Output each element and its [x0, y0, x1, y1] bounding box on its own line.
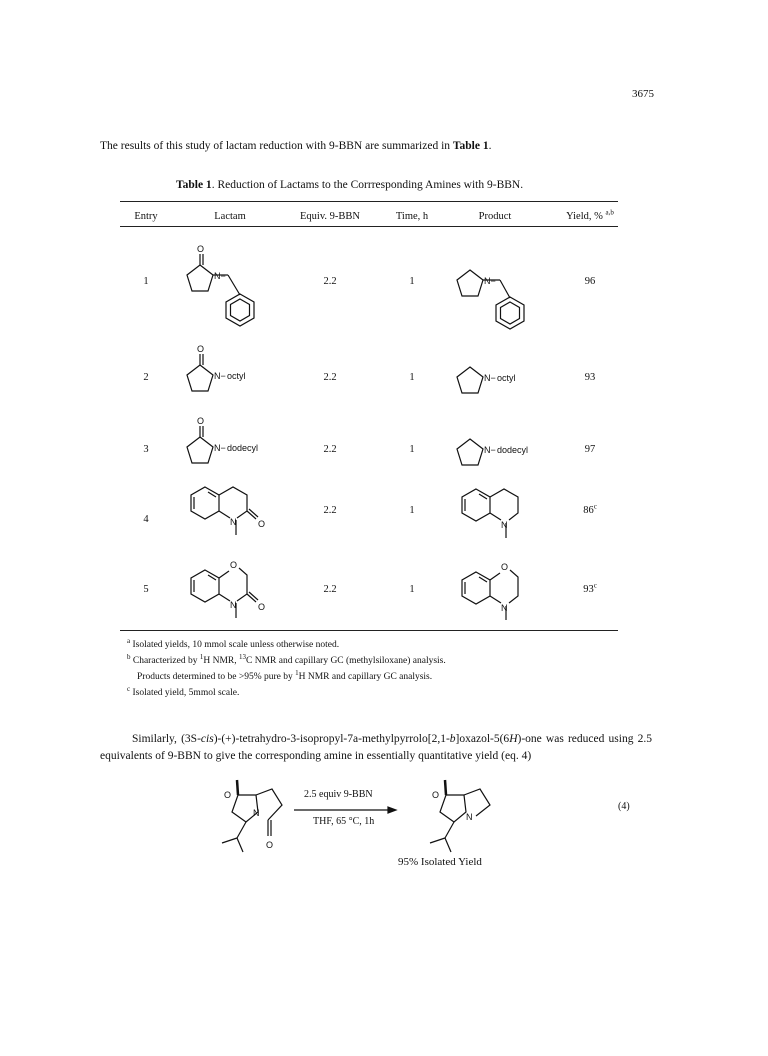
structure-4-lactam	[191, 487, 258, 535]
row2-entry: 2	[143, 372, 149, 383]
row1-yield: 96	[584, 276, 596, 287]
structure-3-lactam	[187, 426, 213, 463]
intro-sentence: The results of this study of lactam reduction with 9-BBN are summarized in Table 1.	[100, 140, 492, 152]
row3-yield: 97	[584, 444, 596, 455]
n-label: N−	[484, 276, 496, 286]
o-label: O	[501, 562, 509, 572]
row2-yield: 93	[584, 372, 596, 383]
eq-yield-result: 95% Isolated Yield	[398, 856, 482, 868]
octyl-label: octyl	[497, 373, 516, 383]
body-paragraph: Similarly, (3S-cis)-(+)-tetrahydro-3-isopropyl-7a-methylpyrrolo[2,1-b]oxazol-5(6H)-one was reduced using 2.5 equivalents of 9-BBN to give the corresponding amine in essentially quantitative yield (eq. 4)	[100, 733, 652, 762]
structure-4-product	[462, 489, 518, 538]
structure-5-product	[462, 570, 518, 620]
row4-time: 1	[409, 505, 415, 516]
row3-entry: 3	[143, 444, 149, 455]
row2-time: 1	[409, 372, 415, 383]
row4-equiv: 2.2	[323, 505, 337, 516]
row2-equiv: 2.2	[323, 372, 337, 383]
o-label: O	[197, 344, 205, 354]
o-label: O	[197, 244, 205, 254]
row5-entry: 5	[143, 584, 149, 595]
row3-time: 1	[409, 444, 415, 455]
dodecyl-label: dodecyl	[497, 445, 529, 455]
row5-equiv: 2.2	[323, 584, 337, 595]
header-equiv: Equiv. 9-BBN	[300, 211, 360, 222]
header-yield: Yield, % $^{a,b}$	[566, 208, 614, 222]
row4-entry: 4	[143, 514, 149, 525]
row1-equiv: 2.2	[323, 276, 337, 287]
o-label: O	[197, 416, 205, 426]
o-label: O	[432, 790, 440, 800]
n-label: N−	[214, 271, 226, 281]
n-label: N−	[484, 445, 496, 455]
row4-yield: 86$^c$	[583, 502, 597, 516]
footnote-c: $^c$ Isolated yield, 5mmol scale.	[127, 684, 240, 698]
eq-number: (4)	[618, 801, 630, 812]
row1-time: 1	[409, 276, 415, 287]
header-entry: Entry	[134, 211, 158, 222]
row1-entry: 1	[143, 276, 149, 287]
o-label: O	[258, 519, 266, 529]
structure-2-product	[457, 367, 483, 393]
n-label: N−	[214, 443, 226, 453]
n-label: N	[253, 808, 260, 818]
structure-5-lactam	[191, 568, 258, 618]
structure-2-lactam	[187, 354, 213, 391]
n-label: N	[230, 600, 237, 610]
header-product: Product	[478, 211, 512, 222]
n-label: N	[466, 812, 473, 822]
dodecyl-label: dodecyl	[227, 443, 259, 453]
o-label: O	[230, 560, 238, 570]
o-label: O	[258, 602, 266, 612]
o-label: O	[224, 790, 232, 800]
n-label: N	[501, 603, 508, 613]
footnote-b: $^b$ Characterized by $^1$H NMR, $^{13}$C NMR and capillary GC (methylsiloxane) analysis.	[127, 652, 446, 666]
row5-yield: 93$^c$	[583, 581, 597, 595]
n-label: N	[501, 520, 508, 530]
structure-3-product	[457, 439, 483, 465]
header-time: Time, h	[395, 211, 429, 222]
n-label: N	[230, 517, 237, 527]
o-label: O	[266, 840, 274, 850]
n-label: N−	[214, 371, 226, 381]
structure-1-lactam	[187, 254, 254, 326]
row5-time: 1	[409, 584, 415, 595]
n-label: N−	[484, 373, 496, 383]
octyl-label: octyl	[227, 371, 246, 381]
footnote-b-line2: Products determined to be >95% pure by $^1$H NMR and capillary GC analysis.	[137, 668, 433, 682]
row3-equiv: 2.2	[323, 444, 337, 455]
eq-conditions: THF, 65 °C, 1h	[313, 816, 375, 827]
footnote-a: $^a$ Isolated yields, 10 mmol scale unless otherwise noted.	[127, 636, 340, 650]
header-lactam: Lactam	[214, 211, 246, 222]
eq-reagent: 2.5 equiv 9-BBN	[304, 789, 373, 800]
page-number: 3675	[632, 88, 654, 100]
table-caption: Table 1. Reduction of Lactams to the Corrresponding Amines with 9-BBN.	[176, 179, 524, 191]
